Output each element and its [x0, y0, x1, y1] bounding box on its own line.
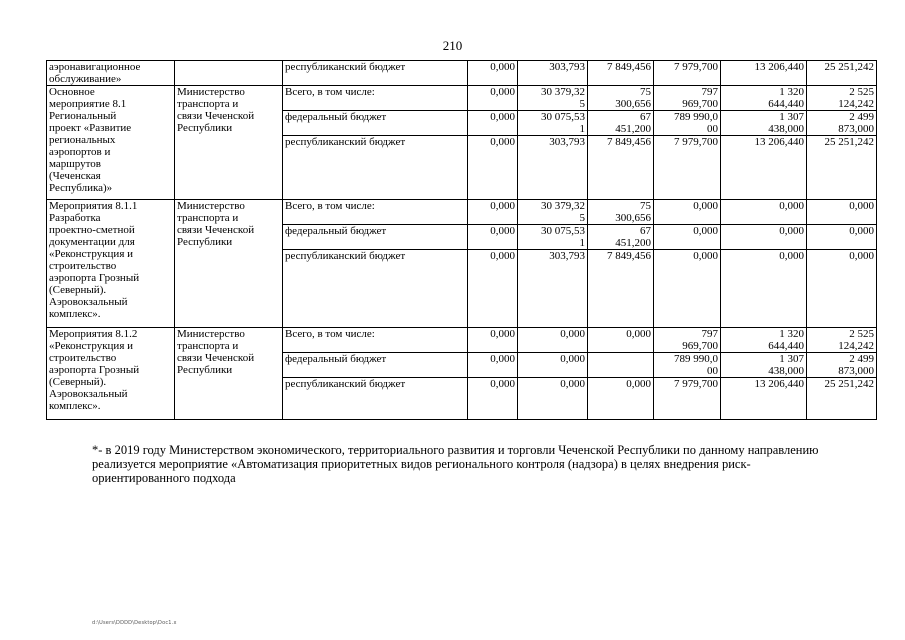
footnote [92, 443, 872, 485]
amount-cell: 30 379,32 5 [518, 200, 588, 225]
amount-cell: 7 979,700 [654, 61, 721, 86]
amount-cell: 7 979,700 [654, 136, 721, 200]
budget-table [46, 60, 877, 420]
amount-cell: 7 849,456 [588, 250, 654, 328]
funding-source-cell: республиканский бюджет [283, 250, 468, 328]
activity-name-cell: Мероприятия 8.1.1 Разработка проектно-сметной документации для «Реконструкция и строительство аэропорта Грозный (Северный). Аэровокзальный комплекс». [47, 200, 175, 328]
activity-name-cell: Основное мероприятие 8.1 Региональный проект «Развитие региональных аэропортов и маршрутов (Чеченская Республика)» [47, 86, 175, 200]
funding-source-cell: федеральный бюджет [283, 111, 468, 136]
amount-cell: 25 251,242 [807, 61, 877, 86]
amount-cell: 2 499 873,000 [807, 353, 877, 378]
table-row [47, 328, 877, 353]
file-path-mark: d:\Users\DDDD\Desktop\Doc1.x [92, 620, 177, 626]
amount-cell: 0,000 [468, 111, 518, 136]
amount-cell: 67 451,200 [588, 111, 654, 136]
amount-cell: 1 320 644,440 [721, 328, 807, 353]
footnote-line-2: реализуется мероприятие «Автоматизация приоритетных видов регионального контроля (надзора) в целях внедрения риск- [92, 457, 751, 471]
activity-name-cell: аэронавигационное обслуживание» [47, 61, 175, 86]
funding-source-cell: республиканский бюджет [283, 378, 468, 420]
amount-cell: 0,000 [654, 250, 721, 328]
amount-cell: 0,000 [518, 353, 588, 378]
funding-source-cell: федеральный бюджет [283, 225, 468, 250]
amount-cell: 303,793 [518, 61, 588, 86]
amount-cell: 303,793 [518, 136, 588, 200]
amount-cell: 0,000 [468, 328, 518, 353]
amount-cell: 0,000 [468, 61, 518, 86]
amount-cell: 0,000 [468, 225, 518, 250]
funding-source-cell: Всего, в том числе: [283, 328, 468, 353]
amount-cell: 2 525 124,242 [807, 328, 877, 353]
amount-cell: 789 990,0 00 [654, 111, 721, 136]
amount-cell: 1 307 438,000 [721, 353, 807, 378]
amount-cell: 303,793 [518, 250, 588, 328]
funding-source-cell: Всего, в том числе: [283, 200, 468, 225]
amount-cell: 1 307 438,000 [721, 111, 807, 136]
amount-cell: 0,000 [518, 328, 588, 353]
table-row [47, 200, 877, 225]
amount-cell: 2 499 873,000 [807, 111, 877, 136]
executor-cell [175, 61, 283, 86]
amount-cell: 25 251,242 [807, 378, 877, 420]
executor-cell: Министерство транспорта и связи Чеченской Республики [175, 328, 283, 420]
amount-cell: 30 379,32 5 [518, 86, 588, 111]
amount-cell: 67 451,200 [588, 225, 654, 250]
funding-source-cell: Всего, в том числе: [283, 86, 468, 111]
amount-cell: 25 251,242 [807, 136, 877, 200]
amount-cell: 789 990,0 00 [654, 353, 721, 378]
amount-cell: 13 206,440 [721, 61, 807, 86]
amount-cell: 75 300,656 [588, 86, 654, 111]
amount-cell: 0,000 [518, 378, 588, 420]
amount-cell: 1 320 644,440 [721, 86, 807, 111]
amount-cell: 7 849,456 [588, 136, 654, 200]
amount-cell: 0,000 [468, 353, 518, 378]
amount-cell: 0,000 [807, 250, 877, 328]
amount-cell: 0,000 [807, 200, 877, 225]
amount-cell: 0,000 [721, 250, 807, 328]
amount-cell: 0,000 [468, 250, 518, 328]
amount-cell: 13 206,440 [721, 378, 807, 420]
amount-cell: 0,000 [721, 225, 807, 250]
activity-name-cell: Мероприятия 8.1.2 «Реконструкция и строительство аэропорта Грозный (Северный). Аэровокзальный комплекс». [47, 328, 175, 420]
amount-cell: 0,000 [654, 225, 721, 250]
amount-cell: 0,000 [468, 200, 518, 225]
funding-source-cell: республиканский бюджет [283, 136, 468, 200]
footnote-line-3: ориентированного подхода [92, 471, 236, 485]
amount-cell [588, 353, 654, 378]
executor-cell: Министерство транспорта и связи Чеченской Республики [175, 86, 283, 200]
amount-cell: 0,000 [468, 378, 518, 420]
table-row [47, 86, 877, 111]
amount-cell: 0,000 [468, 86, 518, 111]
amount-cell: 0,000 [807, 225, 877, 250]
amount-cell: 0,000 [654, 200, 721, 225]
amount-cell: 797 969,700 [654, 86, 721, 111]
footnote-line-1: *- в 2019 году Министерством экономического, территориального развития и торговли Чеченской Республики по данному направлению [92, 443, 819, 457]
executor-cell: Министерство транспорта и связи Чеченской Республики [175, 200, 283, 328]
amount-cell: 30 075,53 1 [518, 225, 588, 250]
amount-cell: 7 979,700 [654, 378, 721, 420]
amount-cell: 0,000 [468, 136, 518, 200]
amount-cell: 0,000 [721, 200, 807, 225]
amount-cell: 7 849,456 [588, 61, 654, 86]
amount-cell: 30 075,53 1 [518, 111, 588, 136]
amount-cell: 0,000 [588, 378, 654, 420]
amount-cell: 797 969,700 [654, 328, 721, 353]
funding-source-cell: федеральный бюджет [283, 353, 468, 378]
funding-source-cell: республиканский бюджет [283, 61, 468, 86]
amount-cell: 2 525 124,242 [807, 86, 877, 111]
page-number: 210 [442, 38, 463, 53]
amount-cell: 13 206,440 [721, 136, 807, 200]
amount-cell: 0,000 [588, 328, 654, 353]
amount-cell: 75 300,656 [588, 200, 654, 225]
table-row [47, 61, 877, 86]
